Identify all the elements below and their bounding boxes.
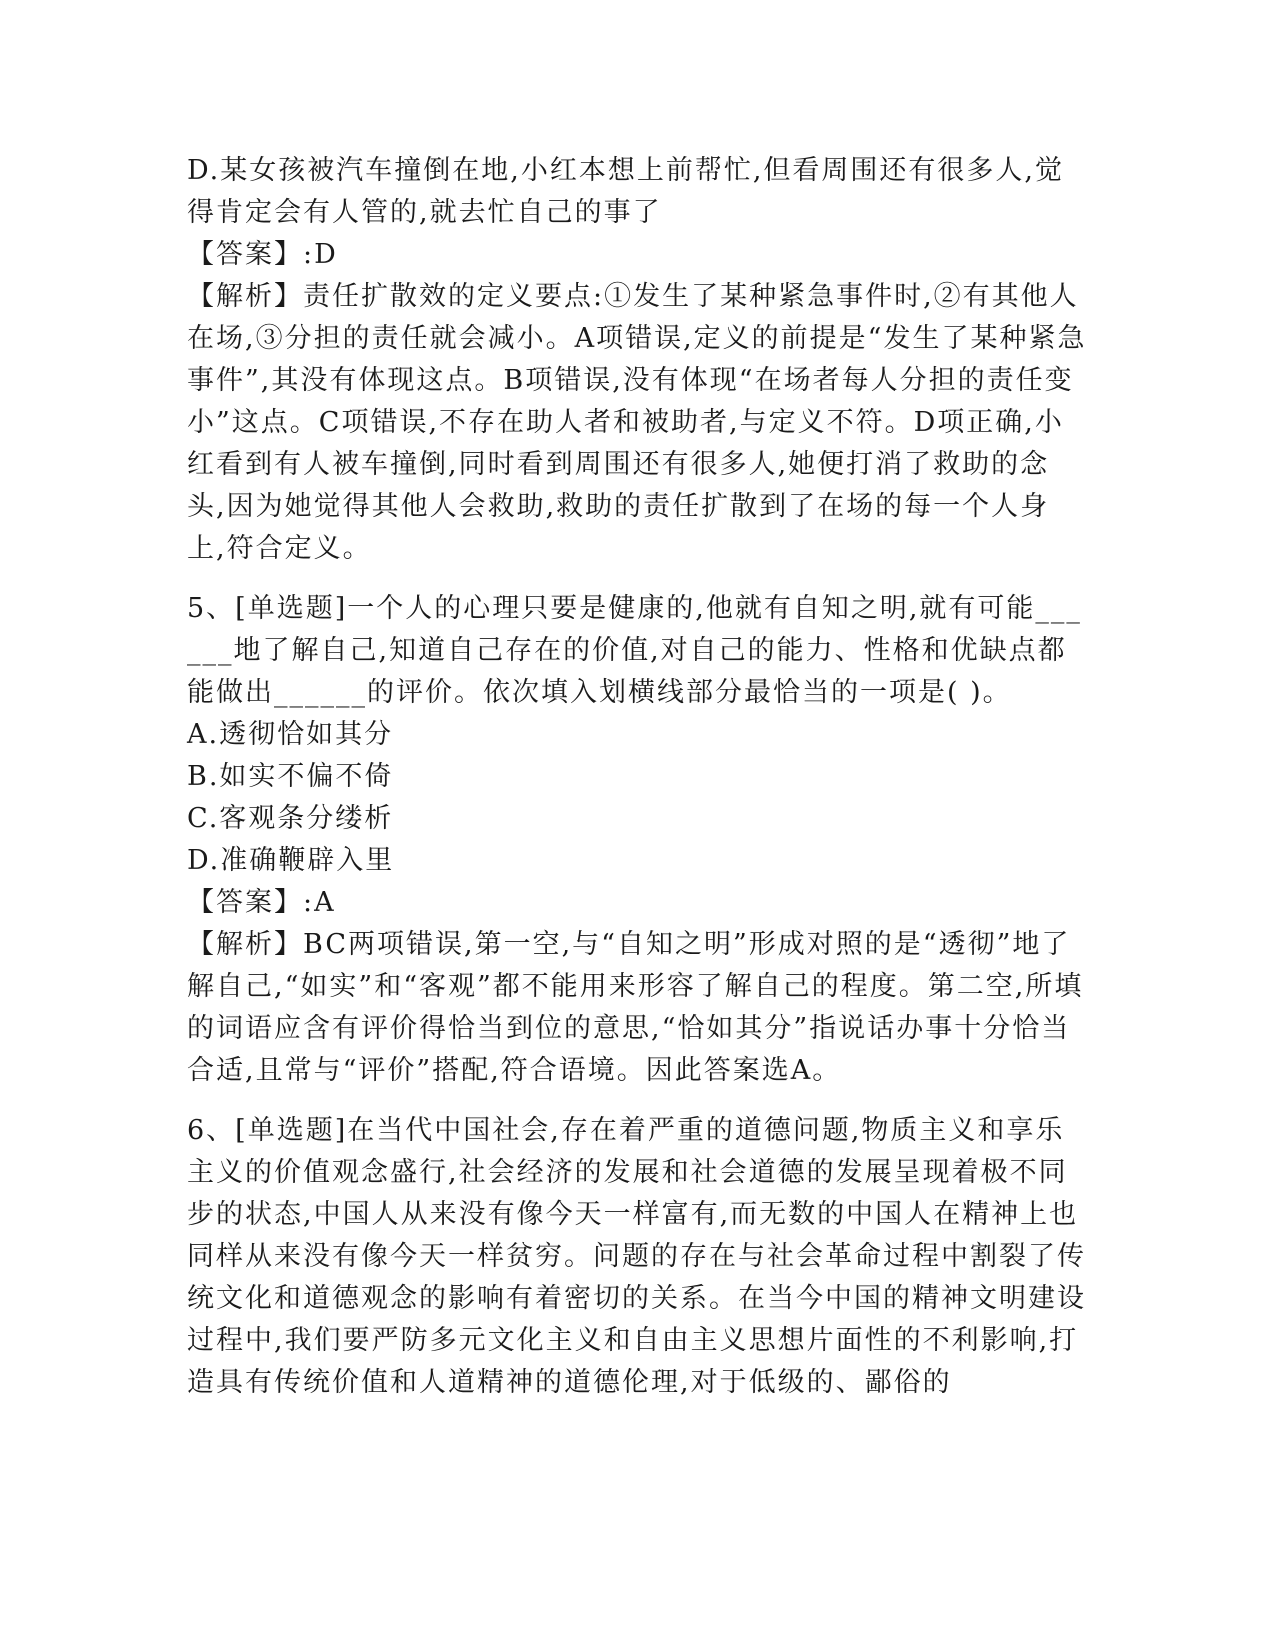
q5-option-d: D.准确鞭辟入里 bbox=[187, 845, 395, 876]
q4-answer-label: 【答案】 bbox=[187, 239, 303, 270]
q5-option-a: A.透彻恰如其分 bbox=[187, 719, 394, 750]
q4-analysis-text: 责任扩散效的定义要点:①发生了某种紧急事件时,②有其他人在场,③分担的责任就会减小。A项错误,定义的前提是“发生了某种紧急事件”,其没有体现这点。B项错误,没有体现“在场者每人分担的责任变小”这点。C项错误,不存在助人者和被助者,与定义不符。D项正确,小红看到有人被车撞倒,同时看到周围还有很多人,她便打消了救助的念头,因为她觉得其他人会救助,救助的责任扩散到了在场的每一个人身上,符合定义。 bbox=[187, 281, 1087, 564]
q4-analysis bbox=[187, 276, 1087, 570]
q4-option-d: D.某女孩被汽车撞倒在地,小红本想上前帮忙,但看周围还有很多人,觉得肯定会有人管的,就去忙自己的事了 bbox=[187, 155, 1065, 228]
q5-answer-label: 【答案】 bbox=[187, 887, 303, 918]
q4-answer-value: :D bbox=[303, 239, 338, 270]
q5-answer-value: :A bbox=[303, 887, 336, 918]
q5-option-b: B.如实不偏不倚 bbox=[187, 761, 394, 792]
q4-answer bbox=[187, 234, 1087, 276]
section-gap bbox=[187, 570, 1087, 588]
q5-analysis bbox=[187, 924, 1087, 1092]
q5-stem: 5、[单选题]一个人的心理只要是健康的,他就有自知之明,就有可能______地了解自己,知道自己存在的价值,对自己的能力、性格和优缺点都能做出______的评价。依次填入划横线部分最恰当的一项是( )。 bbox=[187, 593, 1082, 708]
q4-analysis-label: 【解析】 bbox=[187, 281, 303, 312]
q5-option-c: C.客观条分缕析 bbox=[187, 803, 394, 834]
q5-analysis-label: 【解析】 bbox=[187, 929, 303, 960]
q5-answer bbox=[187, 882, 1087, 924]
section-gap bbox=[187, 1092, 1087, 1110]
q6-stem: 6、[单选题]在当代中国社会,存在着严重的道德问题,物质主义和享乐主义的价值观念盛行,社会经济的发展和社会道德的发展呈现着极不同步的状态,中国人从来没有像今天一样富有,而无数的中国人在精神上也同样从来没有像今天一样贫穷。问题的存在与社会革命过程中割裂了传统文化和道德观念的影响有着密切的关系。在当今中国的精神文明建设过程中,我们要严防多元文化主义和自由主义思想片面性的不利影响,打造具有传统价值和人道精神的道德伦理,对于低级的、鄙俗的 bbox=[187, 1115, 1086, 1398]
document-page bbox=[187, 150, 1087, 1404]
q5-analysis-text: BC两项错误,第一空,与“自知之明”形成对照的是“透彻”地了解自己,“如实”和“客观”都不能用来形容了解自己的程度。第二空,所填的词语应含有评价得恰当到位的意思,“恰如其分”指说话办事十分恰当合适,且常与“评价”搭配,符合语境。因此答案选A。 bbox=[187, 929, 1084, 1086]
